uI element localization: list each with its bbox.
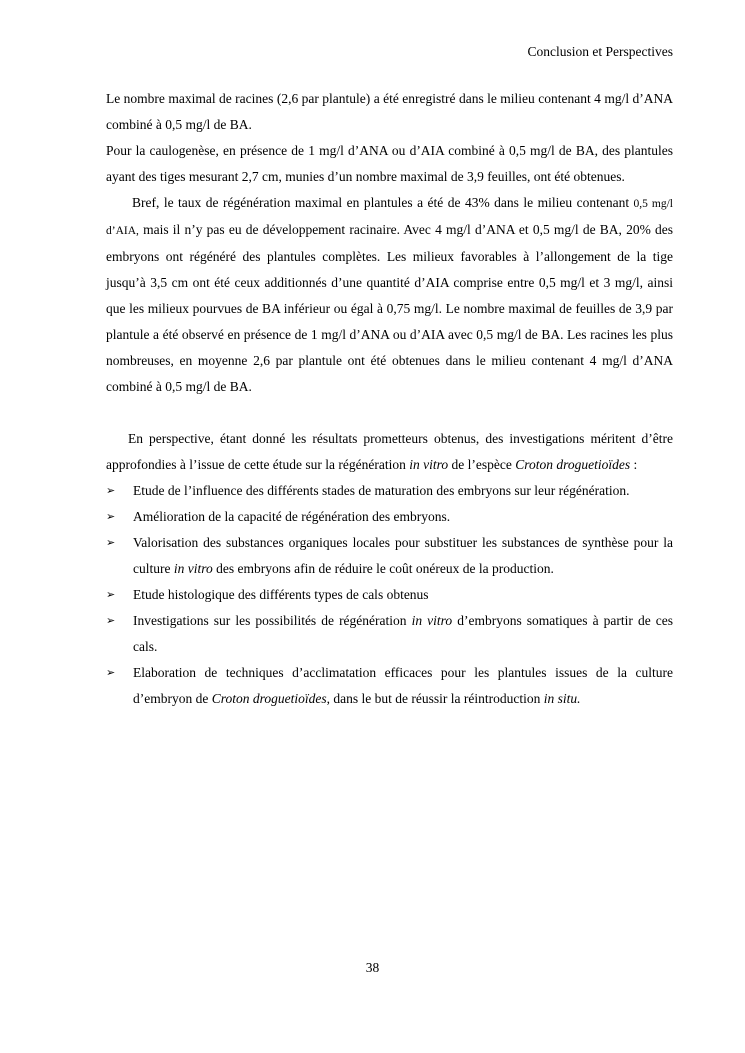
list-item-text: Etude histologique des différents types de cals obtenus <box>133 587 429 602</box>
arrow-bullet-icon: ➢ <box>106 484 116 497</box>
list-item-italic: in vitro <box>411 613 453 628</box>
page-number: 38 <box>365 960 380 975</box>
list-item-italic-in-situ: in situ. <box>543 691 581 706</box>
list-item-text-mid: , dans le but de réussir la réintroduction <box>326 691 544 706</box>
list-item-italic-species: Croton droguetioïdes <box>211 691 327 706</box>
list-item <box>106 478 673 504</box>
perspectives-list <box>106 478 673 712</box>
paragraph-roots-result: Le nombre maximal de racines (2,6 par plantule) a été enregistré dans le milieu contenant 4 mg/l d’ANA combiné à 0,5 mg/l de BA. <box>106 91 673 132</box>
list-item <box>106 582 673 608</box>
list-item-text-end: d’embryons somatiques à partir de ces cals. <box>133 613 674 654</box>
body-text <box>106 86 673 712</box>
list-item <box>106 504 673 530</box>
paragraph-perspectives <box>106 426 673 478</box>
summary-text-end: mais il n’y pas eu de développement racinaire. Avec 4 mg/l d’ANA et 0,5 mg/l de BA, 20% des embryons ont régénéré des plantules complètes. Les milieux favorables à l’allongement de la tige jusqu’à 3,5 cm ont été ceux additionnés d’une quantité d’AIA comprise entre 0,5 mg/l et 3 mg/l, ainsi que les milieux pourvues de BA inférieur ou égal à 0,75 mg/l. Le nombre maximal de feuilles de 3,9 par plantule a été observé en présence de 1 mg/l d’ANA ou d’AIA avec 0,5 mg/l de BA. Les racines les plus nombreuses, en moyenne 2,6 par plantule ont été obtenues dans le milieu contenant 4 mg/l d’ANA combiné à 0,5 mg/l de BA. <box>106 222 673 394</box>
list-item-text-start: Elaboration de techniques d’acclimatation efficaces pour les plantules issues de la culture d’embryon de <box>133 665 673 706</box>
arrow-bullet-icon: ➢ <box>106 536 116 549</box>
list-item <box>106 530 673 582</box>
list-item <box>106 660 673 712</box>
arrow-bullet-icon: ➢ <box>106 614 116 627</box>
summary-text-small: 0,5 mg/l d’AIA, <box>106 198 673 237</box>
list-item-text: Amélioration de la capacité de régénération des embryons. <box>133 509 451 524</box>
list-item-text: Etude de l’influence des différents stades de maturation des embryons sur leur régénération. <box>133 483 630 498</box>
list-item-text-start: Investigations sur les possibilités de régénération <box>133 613 412 628</box>
list-item-text-end: des embryons afin de réduire le coût onéreux de la production. <box>212 561 554 576</box>
arrow-bullet-icon: ➢ <box>106 510 116 523</box>
running-header: Conclusion et Perspectives <box>527 44 673 59</box>
arrow-bullet-icon: ➢ <box>106 588 116 601</box>
list-item-italic: in vitro <box>173 561 213 576</box>
perspectives-text-mid: de l’espèce <box>448 457 516 472</box>
list-item <box>106 608 673 660</box>
summary-text-start: Bref, le taux de régénération maximal en plantules a été de 43% dans le milieu contenant <box>132 195 634 210</box>
list-item-text-start: Valorisation des substances organiques locales pour substituer les substances de synthèse pour la culture <box>133 535 673 576</box>
paragraph-caulogenesis: Pour la caulogenèse, en présence de 1 mg/l d’ANA ou d’AIA combiné à 0,5 mg/l de BA, des plantules ayant des tiges mesurant 2,7 cm, munies d’un nombre maximal de 3,9 feuilles, ont été obtenues. <box>106 143 673 184</box>
paragraph-summary <box>106 190 673 400</box>
perspectives-text-end: : <box>630 457 638 472</box>
perspectives-italic-in-vitro: in vitro <box>409 457 449 472</box>
perspectives-text-start: En perspective, étant donné les résultats prometteurs obtenus, des investigations méritent d’être approfondies à l’issue de cette étude sur la régénération <box>106 431 673 472</box>
perspectives-italic-species: Croton droguetioïdes <box>515 457 631 472</box>
arrow-bullet-icon: ➢ <box>106 666 116 679</box>
